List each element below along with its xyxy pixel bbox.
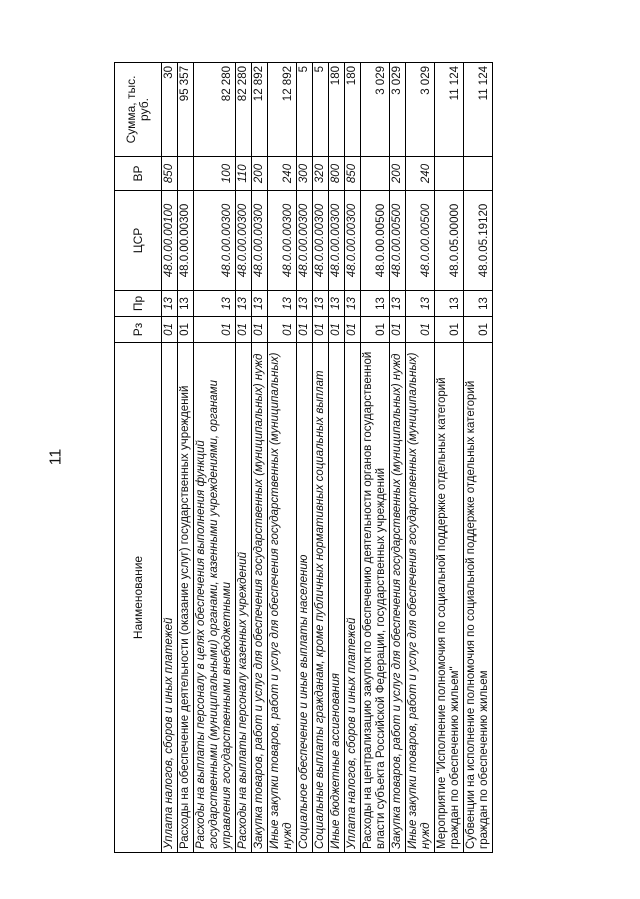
table-row	[268, 63, 297, 853]
row-vr-cell	[361, 157, 390, 191]
row-vr-cell: 850	[345, 157, 361, 191]
row-name-cell: Закупка товаров, работ и услуг для обеспечения государственных (муниципальных) нужд	[252, 343, 268, 853]
row-csr-cell: 48.0.00.00300	[252, 191, 268, 291]
row-csr-cell: 48.0.00.00300	[236, 191, 252, 291]
row-csr-cell: 48.0.00.00500	[406, 191, 435, 291]
table-header-row	[115, 63, 162, 853]
row-pr-cell: 13	[345, 291, 361, 317]
header-rz: Рз	[115, 317, 162, 343]
header-sum: Сумма, тыс. руб.	[115, 63, 162, 157]
table-row	[390, 63, 406, 853]
table-row	[361, 63, 390, 853]
row-rz-cell: 01	[435, 317, 464, 343]
row-csr-cell: 48.0.00.00100	[162, 191, 178, 291]
row-rz-cell: 01	[390, 317, 406, 343]
row-rz-cell: 01	[313, 317, 329, 343]
row-vr-cell: 200	[390, 157, 406, 191]
row-csr-cell: 48.0.00.00500	[390, 191, 406, 291]
row-pr-cell: 13	[162, 291, 178, 317]
row-rz-cell: 01	[236, 317, 252, 343]
table-row	[406, 63, 435, 853]
row-pr-cell: 13	[297, 291, 313, 317]
table-row	[464, 63, 493, 853]
row-name-cell: Субвенции на исполнение полномочия по социальной поддержке отдельных категорий граждан по обеспечению жильем	[464, 343, 493, 853]
row-rz-cell: 01	[361, 317, 390, 343]
row-csr-cell: 48.0.00.00300	[297, 191, 313, 291]
row-csr-cell: 48.0.00.00300	[313, 191, 329, 291]
row-sum-cell: 5	[297, 63, 313, 157]
row-vr-cell: 800	[329, 157, 345, 191]
row-rz-cell: 01	[194, 317, 236, 343]
row-vr-cell: 100	[194, 157, 236, 191]
row-sum-cell: 11 124	[464, 63, 493, 157]
row-vr-cell: 300	[297, 157, 313, 191]
row-sum-cell: 12 892	[252, 63, 268, 157]
row-vr-cell: 240	[268, 157, 297, 191]
row-sum-cell: 12 892	[268, 63, 297, 157]
page-number: 11	[47, 448, 65, 466]
table-row	[162, 63, 178, 853]
row-rz-cell: 01	[297, 317, 313, 343]
row-pr-cell: 13	[361, 291, 390, 317]
row-csr-cell: 48.0.05.00000	[435, 191, 464, 291]
row-sum-cell: 82 280	[236, 63, 252, 157]
row-sum-cell: 3 029	[406, 63, 435, 157]
row-csr-cell: 48.0.05.19120	[464, 191, 493, 291]
row-name-cell: Иные закупки товаров, работ и услуг для обеспечения государственных (муниципальных) нужд	[406, 343, 435, 853]
table-row	[236, 63, 252, 853]
row-csr-cell: 48.0.00.00300	[345, 191, 361, 291]
row-vr-cell	[435, 157, 464, 191]
row-pr-cell: 13	[194, 291, 236, 317]
row-rz-cell: 01	[162, 317, 178, 343]
table-row	[178, 63, 194, 853]
row-vr-cell: 850	[162, 157, 178, 191]
header-csr: ЦСР	[115, 191, 162, 291]
header-pr: Пр	[115, 291, 162, 317]
row-name-cell: Мероприятие "Исполнение полномочия по социальной поддержке отдельных категорий граждан по обеспечению жильем"	[435, 343, 464, 853]
row-csr-cell: 48.0.00.00300	[178, 191, 194, 291]
row-pr-cell: 13	[178, 291, 194, 317]
row-name-cell: Иные бюджетные ассигнования	[329, 343, 345, 853]
row-rz-cell: 01	[268, 317, 297, 343]
table-row	[252, 63, 268, 853]
row-rz-cell: 01	[252, 317, 268, 343]
table-row	[313, 63, 329, 853]
row-vr-cell	[464, 157, 493, 191]
row-name-cell: Иные закупки товаров, работ и услуг для обеспечения государственных (муниципальных) нужд	[268, 343, 297, 853]
row-sum-cell: 3 029	[390, 63, 406, 157]
row-pr-cell: 13	[252, 291, 268, 317]
row-pr-cell: 13	[268, 291, 297, 317]
row-sum-cell: 180	[345, 63, 361, 157]
header-vr: ВР	[115, 157, 162, 191]
row-pr-cell: 13	[406, 291, 435, 317]
row-sum-cell: 3 029	[361, 63, 390, 157]
row-sum-cell: 82 280	[194, 63, 236, 157]
row-rz-cell: 01	[464, 317, 493, 343]
row-sum-cell: 11 124	[435, 63, 464, 157]
row-pr-cell: 13	[329, 291, 345, 317]
row-name-cell: Расходы на выплаты персоналу казенных учреждений	[236, 343, 252, 853]
table-row	[435, 63, 464, 853]
row-name-cell: Расходы на обеспечение деятельности (оказание услуг) государственных учреждений	[178, 343, 194, 853]
row-vr-cell	[178, 157, 194, 191]
header-name: Наименование	[115, 343, 162, 853]
row-sum-cell: 95 357	[178, 63, 194, 157]
row-rz-cell: 01	[345, 317, 361, 343]
row-vr-cell: 200	[252, 157, 268, 191]
row-pr-cell: 13	[390, 291, 406, 317]
row-csr-cell: 48.0.00.00300	[268, 191, 297, 291]
row-name-cell: Закупка товаров, работ и услуг для обеспечения государственных (муниципальных) нужд	[390, 343, 406, 853]
row-pr-cell: 13	[236, 291, 252, 317]
row-name-cell: Расходы на централизацию закупок по обеспечению деятельности органов государственной власти субъекта Российской Федерации, государственных учреждений	[361, 343, 390, 853]
row-pr-cell: 13	[435, 291, 464, 317]
budget-table	[114, 62, 493, 853]
row-csr-cell: 48.0.00.00500	[361, 191, 390, 291]
table-row	[329, 63, 345, 853]
row-name-cell: Социальные выплаты гражданам, кроме публичных нормативных социальных выплат	[313, 343, 329, 853]
rotated-table-wrapper	[114, 63, 604, 853]
row-rz-cell: 01	[178, 317, 194, 343]
row-name-cell: Социальное обеспечение и иные выплаты населению	[297, 343, 313, 853]
row-vr-cell: 110	[236, 157, 252, 191]
row-sum-cell: 30	[162, 63, 178, 157]
table-row	[297, 63, 313, 853]
row-pr-cell: 13	[464, 291, 493, 317]
table-row	[194, 63, 236, 853]
row-vr-cell: 240	[406, 157, 435, 191]
row-name-cell: Уплата налогов, сборов и иных платежей	[162, 343, 178, 853]
row-pr-cell: 13	[313, 291, 329, 317]
row-rz-cell: 01	[406, 317, 435, 343]
row-sum-cell: 180	[329, 63, 345, 157]
row-sum-cell: 5	[313, 63, 329, 157]
row-csr-cell: 48.0.00.00300	[329, 191, 345, 291]
row-name-cell: Расходы на выплаты персоналу в целях обеспечения выполнения функций государственными (муниципальными) органами, казенными учреждениями, органами управления государственными внебюджетными	[194, 343, 236, 853]
table-row	[345, 63, 361, 853]
row-name-cell: Уплата налогов, сборов и иных платежей	[345, 343, 361, 853]
row-vr-cell: 320	[313, 157, 329, 191]
row-rz-cell: 01	[329, 317, 345, 343]
row-csr-cell: 48.0.00.00300	[194, 191, 236, 291]
